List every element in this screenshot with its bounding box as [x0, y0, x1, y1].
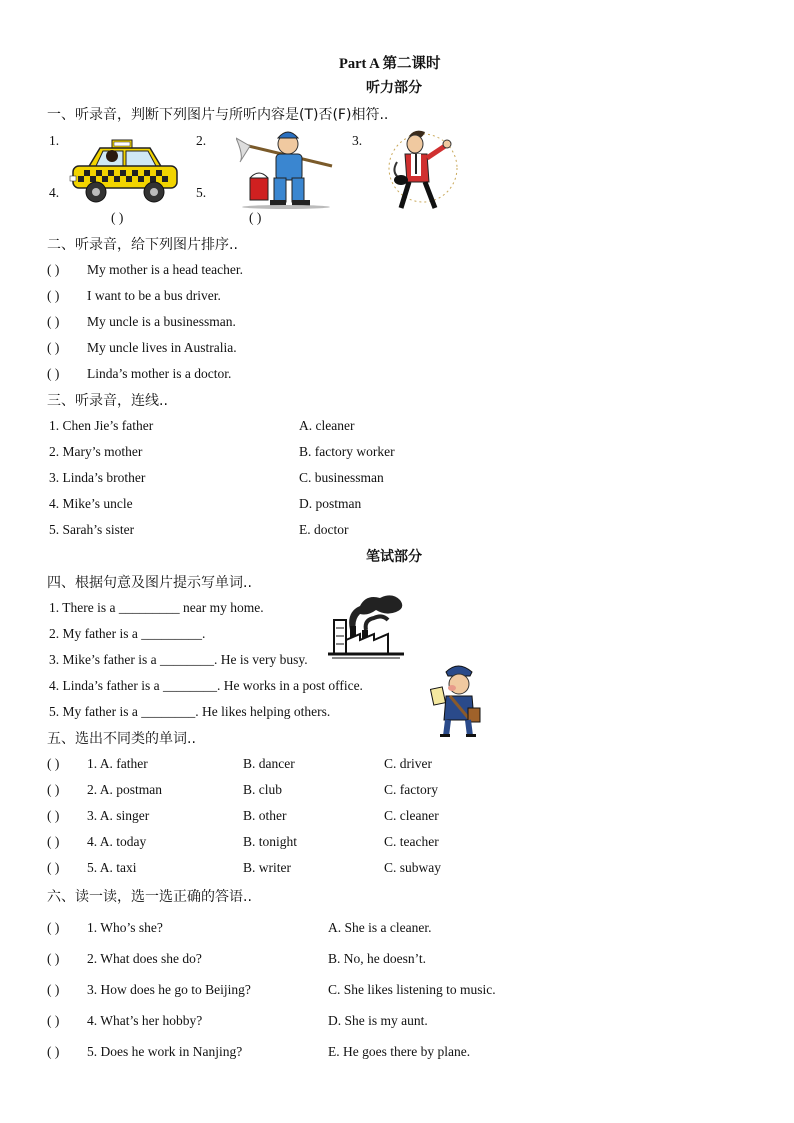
s2-paren-4[interactable]: ( ) — [47, 340, 60, 355]
s3-right-b: B. factory worker — [299, 444, 395, 459]
s5-option-4c: C. teacher — [384, 834, 439, 849]
s6-answer-c: C. She likes listening to music. — [328, 982, 496, 997]
s1-num-5: 5. — [196, 185, 207, 200]
s3-left-5: 5. Sarah’s sister — [49, 522, 135, 537]
s5-paren-1[interactable]: ( ) — [47, 756, 60, 771]
s1-num-1: 1. — [49, 133, 60, 148]
s5-paren-5[interactable]: ( ) — [47, 860, 60, 875]
s6-paren-1[interactable]: ( ) — [47, 920, 60, 935]
s5-option-5c: C. subway — [384, 860, 441, 875]
section-2-heading: 二、听录音，给下列图片排序.. — [47, 237, 238, 253]
s3-left-3: 3. Linda’s brother — [49, 470, 146, 485]
s6-question-2: 2. What does she do? — [87, 951, 202, 966]
s2-paren-5[interactable]: ( ) — [47, 366, 60, 381]
s2-item-4: My uncle lives in Australia. — [87, 340, 237, 355]
section-3-heading: 三、听录音，连线.. — [47, 393, 168, 409]
s4-item-5[interactable]: 5. My father is a ________. He likes helping others. — [49, 704, 331, 719]
s2-paren-2[interactable]: ( ) — [47, 288, 60, 303]
s6-answer-b: B. No, he doesn’t. — [328, 951, 426, 966]
s2-paren-3[interactable]: ( ) — [47, 314, 60, 329]
s2-item-3: My uncle is a businessman. — [87, 314, 236, 329]
s6-question-5: 5. Does he work in Nanjing? — [87, 1044, 243, 1059]
listening-part-heading: 听力部分 — [366, 80, 422, 96]
s2-item-1: My mother is a head teacher. — [87, 262, 243, 277]
s2-paren-1[interactable]: ( ) — [47, 262, 60, 277]
s3-left-2: 2. Mary’s mother — [49, 444, 143, 459]
s3-left-1: 1. Chen Jie’s father — [49, 418, 154, 433]
s4-item-1[interactable]: 1. There is a _________ near my home. — [49, 600, 264, 615]
s5-option-2b: B. club — [243, 782, 282, 797]
s5-option-2a: 2. A. postman — [87, 782, 163, 797]
s5-paren-3[interactable]: ( ) — [47, 808, 60, 823]
section-6-heading: 六、读一读，选一选正确的答语.. — [47, 889, 252, 905]
s5-option-3b: B. other — [243, 808, 287, 823]
s4-item-3[interactable]: 3. Mike’s father is a ________. He is very busy. — [49, 652, 308, 667]
s6-question-4: 4. What’s her hobby? — [87, 1013, 203, 1028]
postman-image — [430, 662, 484, 738]
taxi-image — [68, 132, 182, 204]
s3-left-4: 4. Mike’s uncle — [49, 496, 133, 511]
s1-answer-paren-1[interactable]: ( ) — [111, 210, 124, 225]
section-4-heading: 四、根据句意及图片提示写单词.. — [47, 575, 252, 591]
s6-paren-5[interactable]: ( ) — [47, 1044, 60, 1059]
s6-paren-3[interactable]: ( ) — [47, 982, 60, 997]
s1-num-2: 2. — [196, 133, 207, 148]
s5-option-1a: 1. A. father — [87, 756, 148, 771]
s1-num-3: 3. — [352, 133, 363, 148]
cleaner-image — [236, 126, 336, 210]
s3-right-e: E. doctor — [299, 522, 349, 537]
s6-paren-4[interactable]: ( ) — [47, 1013, 60, 1028]
s6-answer-d: D. She is my aunt. — [328, 1013, 428, 1028]
businessman-image — [383, 128, 463, 214]
section-1-heading: 一、听录音，判断下列图片与所听内容是(T)否(F)相符.. — [47, 107, 389, 123]
s6-answer-e: E. He goes there by plane. — [328, 1044, 471, 1059]
s1-answer-paren-2[interactable]: ( ) — [249, 210, 262, 225]
page-title: Part A 第二课时 — [339, 56, 441, 72]
s5-option-1c: C. driver — [384, 756, 432, 771]
factory-image — [326, 590, 406, 660]
s5-option-2c: C. factory — [384, 782, 438, 797]
s5-option-3a: 3. A. singer — [87, 808, 150, 823]
s2-item-2: I want to be a bus driver. — [87, 288, 221, 303]
s4-item-2[interactable]: 2. My father is a _________. — [49, 626, 206, 641]
s6-answer-a: A. She is a cleaner. — [328, 920, 432, 935]
s5-option-4b: B. tonight — [243, 834, 298, 849]
s1-num-4: 4. — [49, 185, 60, 200]
s3-right-a: A. cleaner — [299, 418, 355, 433]
s5-paren-2[interactable]: ( ) — [47, 782, 60, 797]
s5-option-1b: B. dancer — [243, 756, 295, 771]
s5-option-4a: 4. A. today — [87, 834, 147, 849]
s5-paren-4[interactable]: ( ) — [47, 834, 60, 849]
section-5-heading: 五、选出不同类的单词.. — [47, 731, 196, 747]
s5-option-5a: 5. A. taxi — [87, 860, 137, 875]
s6-question-3: 3. How does he go to Beijing? — [87, 982, 251, 997]
s5-option-3c: C. cleaner — [384, 808, 439, 823]
s6-question-1: 1. Who’s she? — [87, 920, 163, 935]
writing-part-heading: 笔试部分 — [366, 549, 422, 565]
s6-paren-2[interactable]: ( ) — [47, 951, 60, 966]
s3-right-c: C. businessman — [299, 470, 384, 485]
s3-right-d: D. postman — [299, 496, 362, 511]
s5-option-5b: B. writer — [243, 860, 291, 875]
s4-item-4[interactable]: 4. Linda’s father is a ________. He works in a post office. — [49, 678, 363, 693]
s2-item-5: Linda’s mother is a doctor. — [87, 366, 232, 381]
